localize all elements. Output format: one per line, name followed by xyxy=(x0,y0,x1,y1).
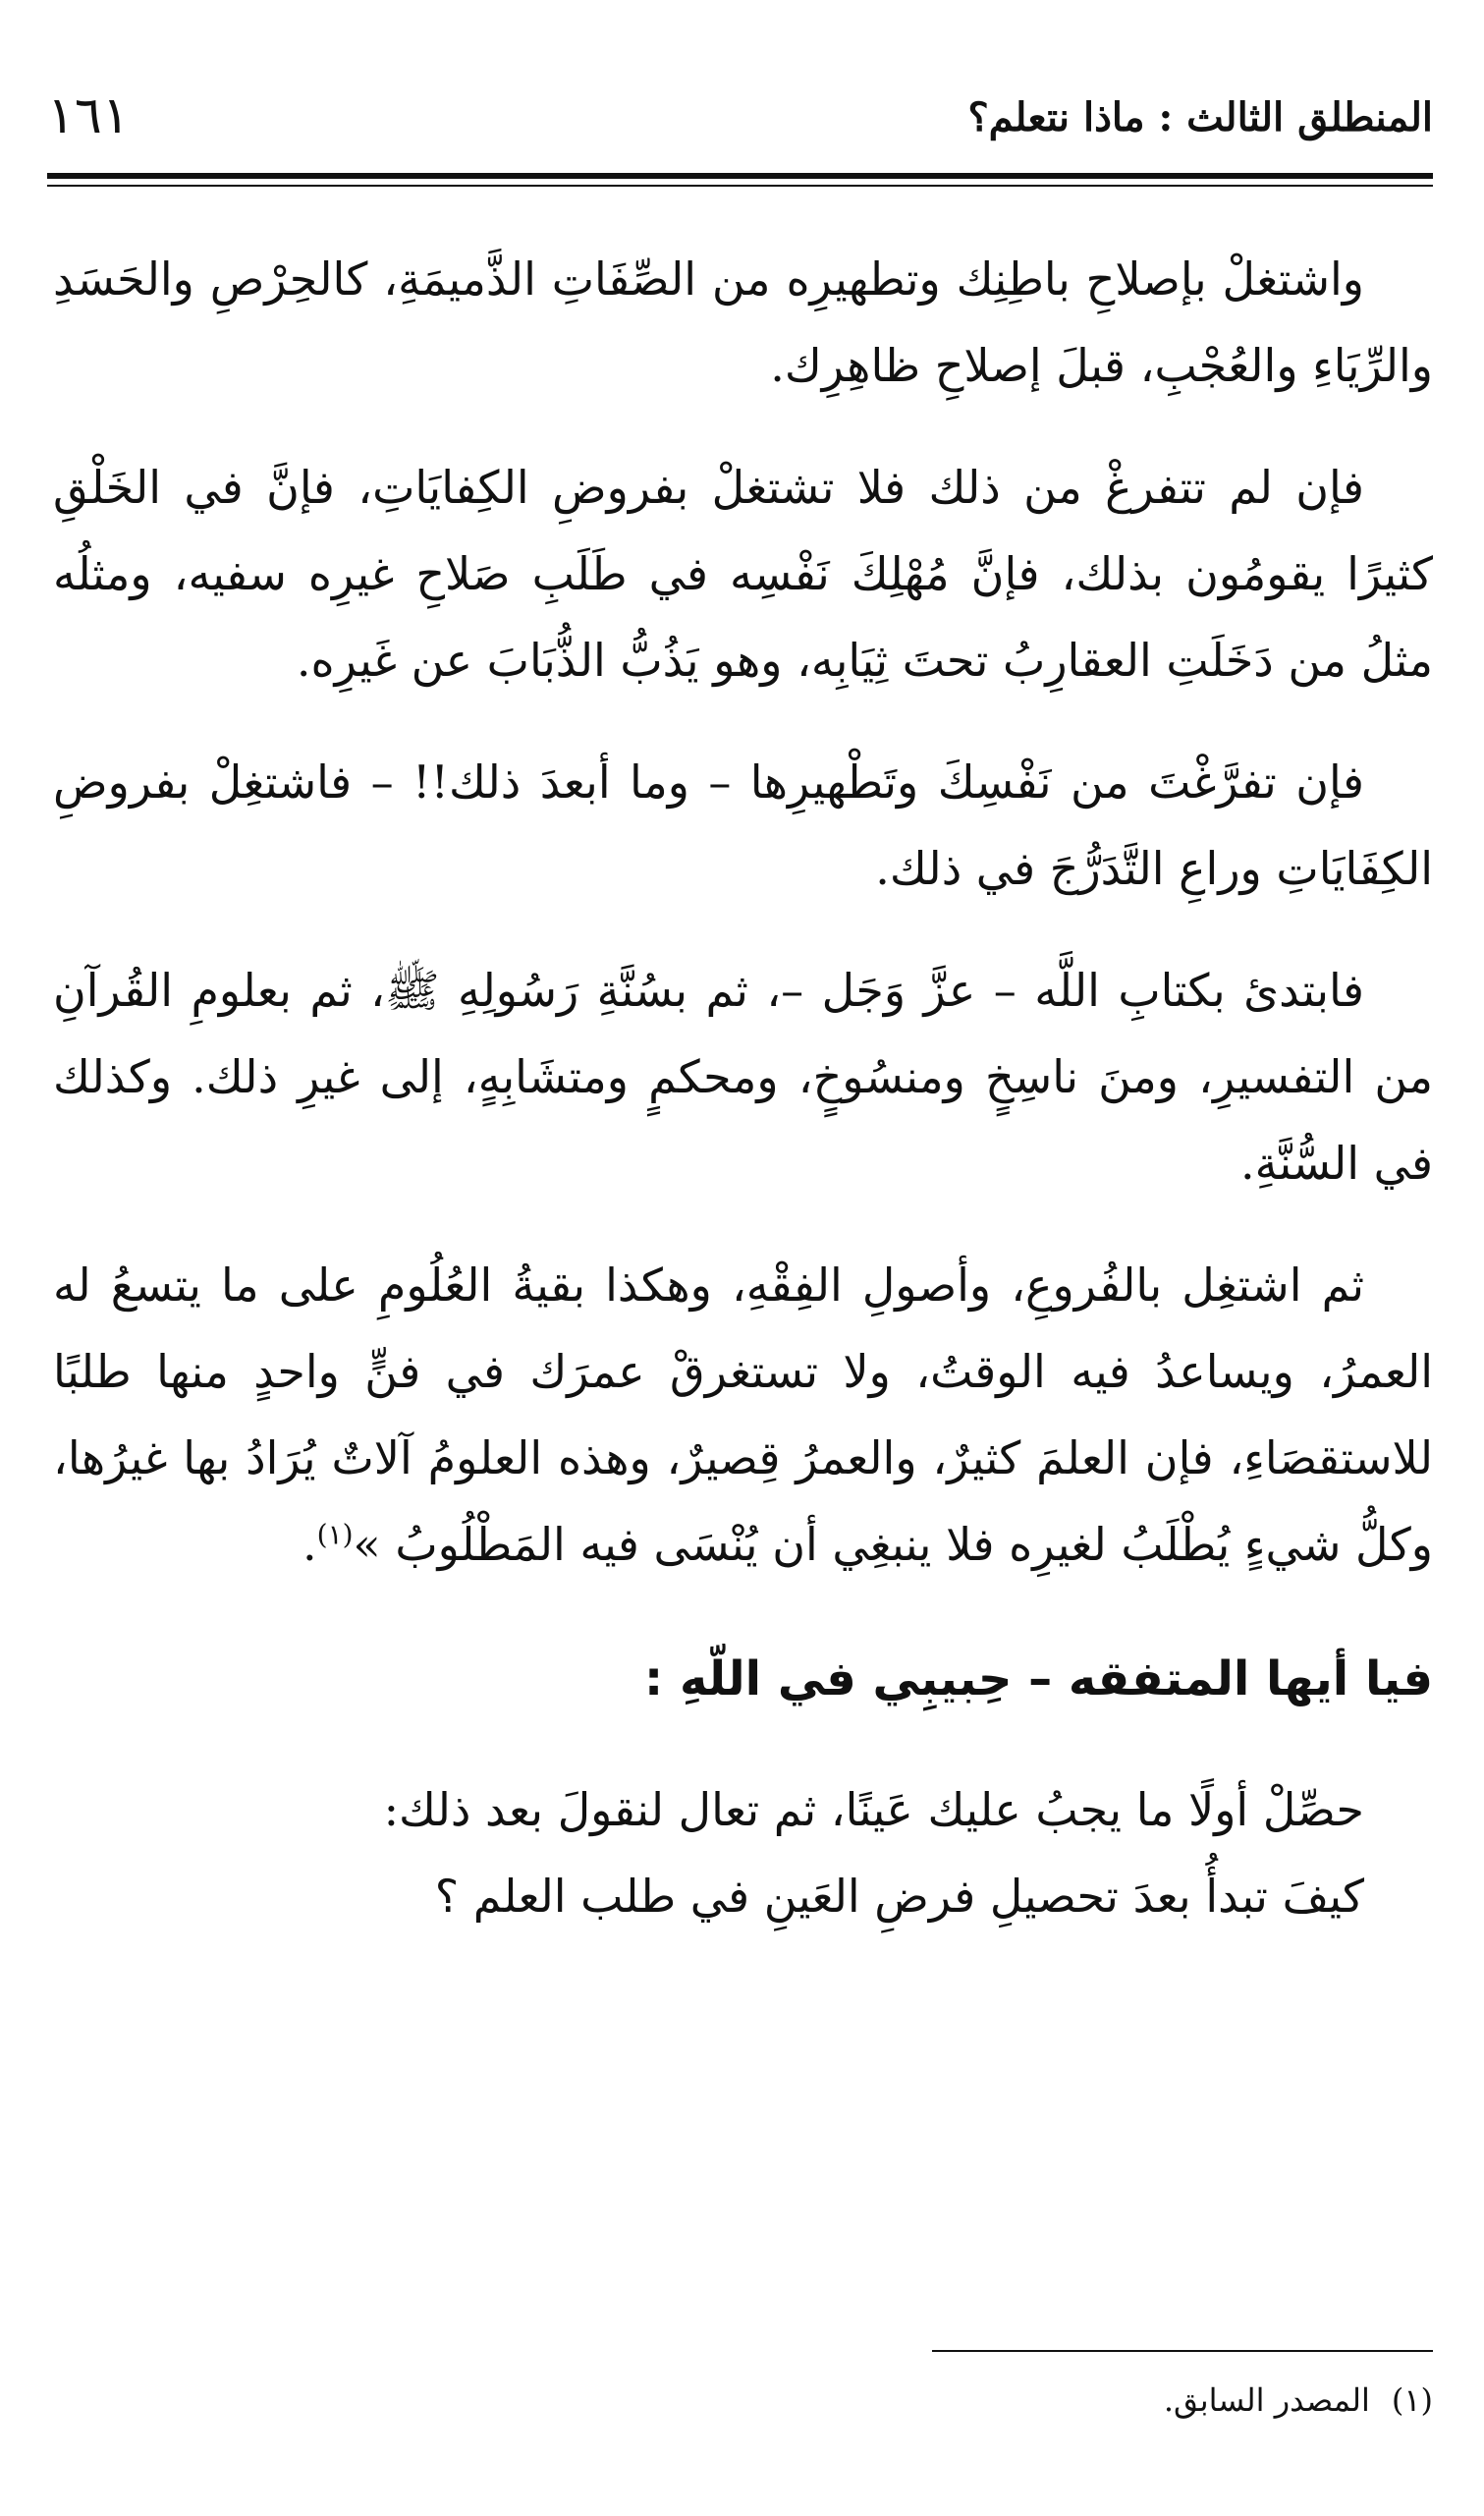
paragraph-5-text: ثم اشتغِل بالفُروعِ، وأصولِ الفِقْهِ، وهكذا بقيةُ العُلُومِ على ما يتسعُ له العمرُ، ويساعدُ فيه الوقتُ، ولا تستغرقْ عمرَك في فنٍّ واحدٍ منها طلبًا للاستقصَاءِ، فإن العلمَ كثيرٌ، والعمرُ قِصيرٌ، وهذه العلومُ آلاتٌ يُرَادُ بها غيرُها، وكلُّ شيءٍ يُطْلَبُ لغيرِه فلا ينبغِي أن يُنْسَى فيه المَطْلُوبُ » xyxy=(53,1258,1433,1571)
header-rule-thin xyxy=(47,185,1433,187)
closing-line-2: كيفَ تبدأُ بعدَ تحصيلِ فرضِ العَينِ في طلب العلم ؟ xyxy=(434,1870,1364,1923)
paragraph-5 xyxy=(53,1242,1433,1588)
paragraph-1: واشتغلْ بإصلاحِ باطِنِك وتطهيرِه من الصِّفَاتِ الذَّميمَةِ، كالحِرْصِ والحَسَدِ والرِّيَاءِ والعُجْبِ، قبلَ إصلاحِ ظاهِرِك. xyxy=(53,252,1433,392)
paragraph-2: فإن لم تتفرغْ من ذلك فلا تشتغلْ بفروضِ الكِفايَاتِ، فإنَّ في الخَلْقِ كثيرًا يقومُون بذلك، فإنَّ مُهْلِكَ نَفْسِه في طَلَبِ صَلاحِ غيرِه سفيه، ومثلُه مثلُ من دَخَلَتِ العقارِبُ تحتَ ثِيَابِه، وهو يَذُبُّ الذُّبَابَ عن غَيرِه. xyxy=(53,461,1433,687)
running-header xyxy=(47,86,1433,165)
closing-text xyxy=(53,1766,1433,1939)
footnote-number: (١) xyxy=(1391,2381,1433,2419)
paragraph-3: فإن تفرَّغْتَ من نَفْسِكَ وتَطْهيرِها – وما أبعدَ ذلك!! – فاشتغِلْ بفروضِ الكِفَايَاتِ وراعِ التَّدَرُّجَ في ذلك. xyxy=(53,755,1433,895)
footnote xyxy=(1164,2376,1433,2425)
closing-line-1: حصِّلْ أولًا ما يجبُ عليك عَينًا، ثم تعال لنقولَ بعد ذلك: xyxy=(383,1783,1364,1836)
chapter-title: المنطلق الثالث : ماذا نتعلم؟ xyxy=(967,94,1433,140)
header-rule-thick xyxy=(47,173,1433,179)
footnote-separator xyxy=(932,2350,1433,2352)
paragraph-4: فابتدئ بكتابِ اللَّه – عزَّ وَجَل –، ثم بسُنَّةِ رَسُولِهِ ﷺ، ثم بعلومِ القُرآنِ من التفسيرِ، ومنَ ناسِخٍ ومنسُوخٍ، ومحكمٍ ومتشَابِهٍ، إلى غيرِ ذلك. وكذلك في السُّنَّةِ. xyxy=(53,964,1433,1190)
section-heading: فيا أيها المتفقه – حِبيبِي في اللّهِ : xyxy=(644,1651,1433,1706)
footnote-reference[interactable]: (١) xyxy=(316,1518,354,1551)
footnote-text: المصدر السابق. xyxy=(1163,2381,1370,2419)
page-number: ١٦١ xyxy=(47,86,130,145)
body-text xyxy=(53,236,1433,1939)
paragraph-5-end: . xyxy=(302,1518,317,1571)
